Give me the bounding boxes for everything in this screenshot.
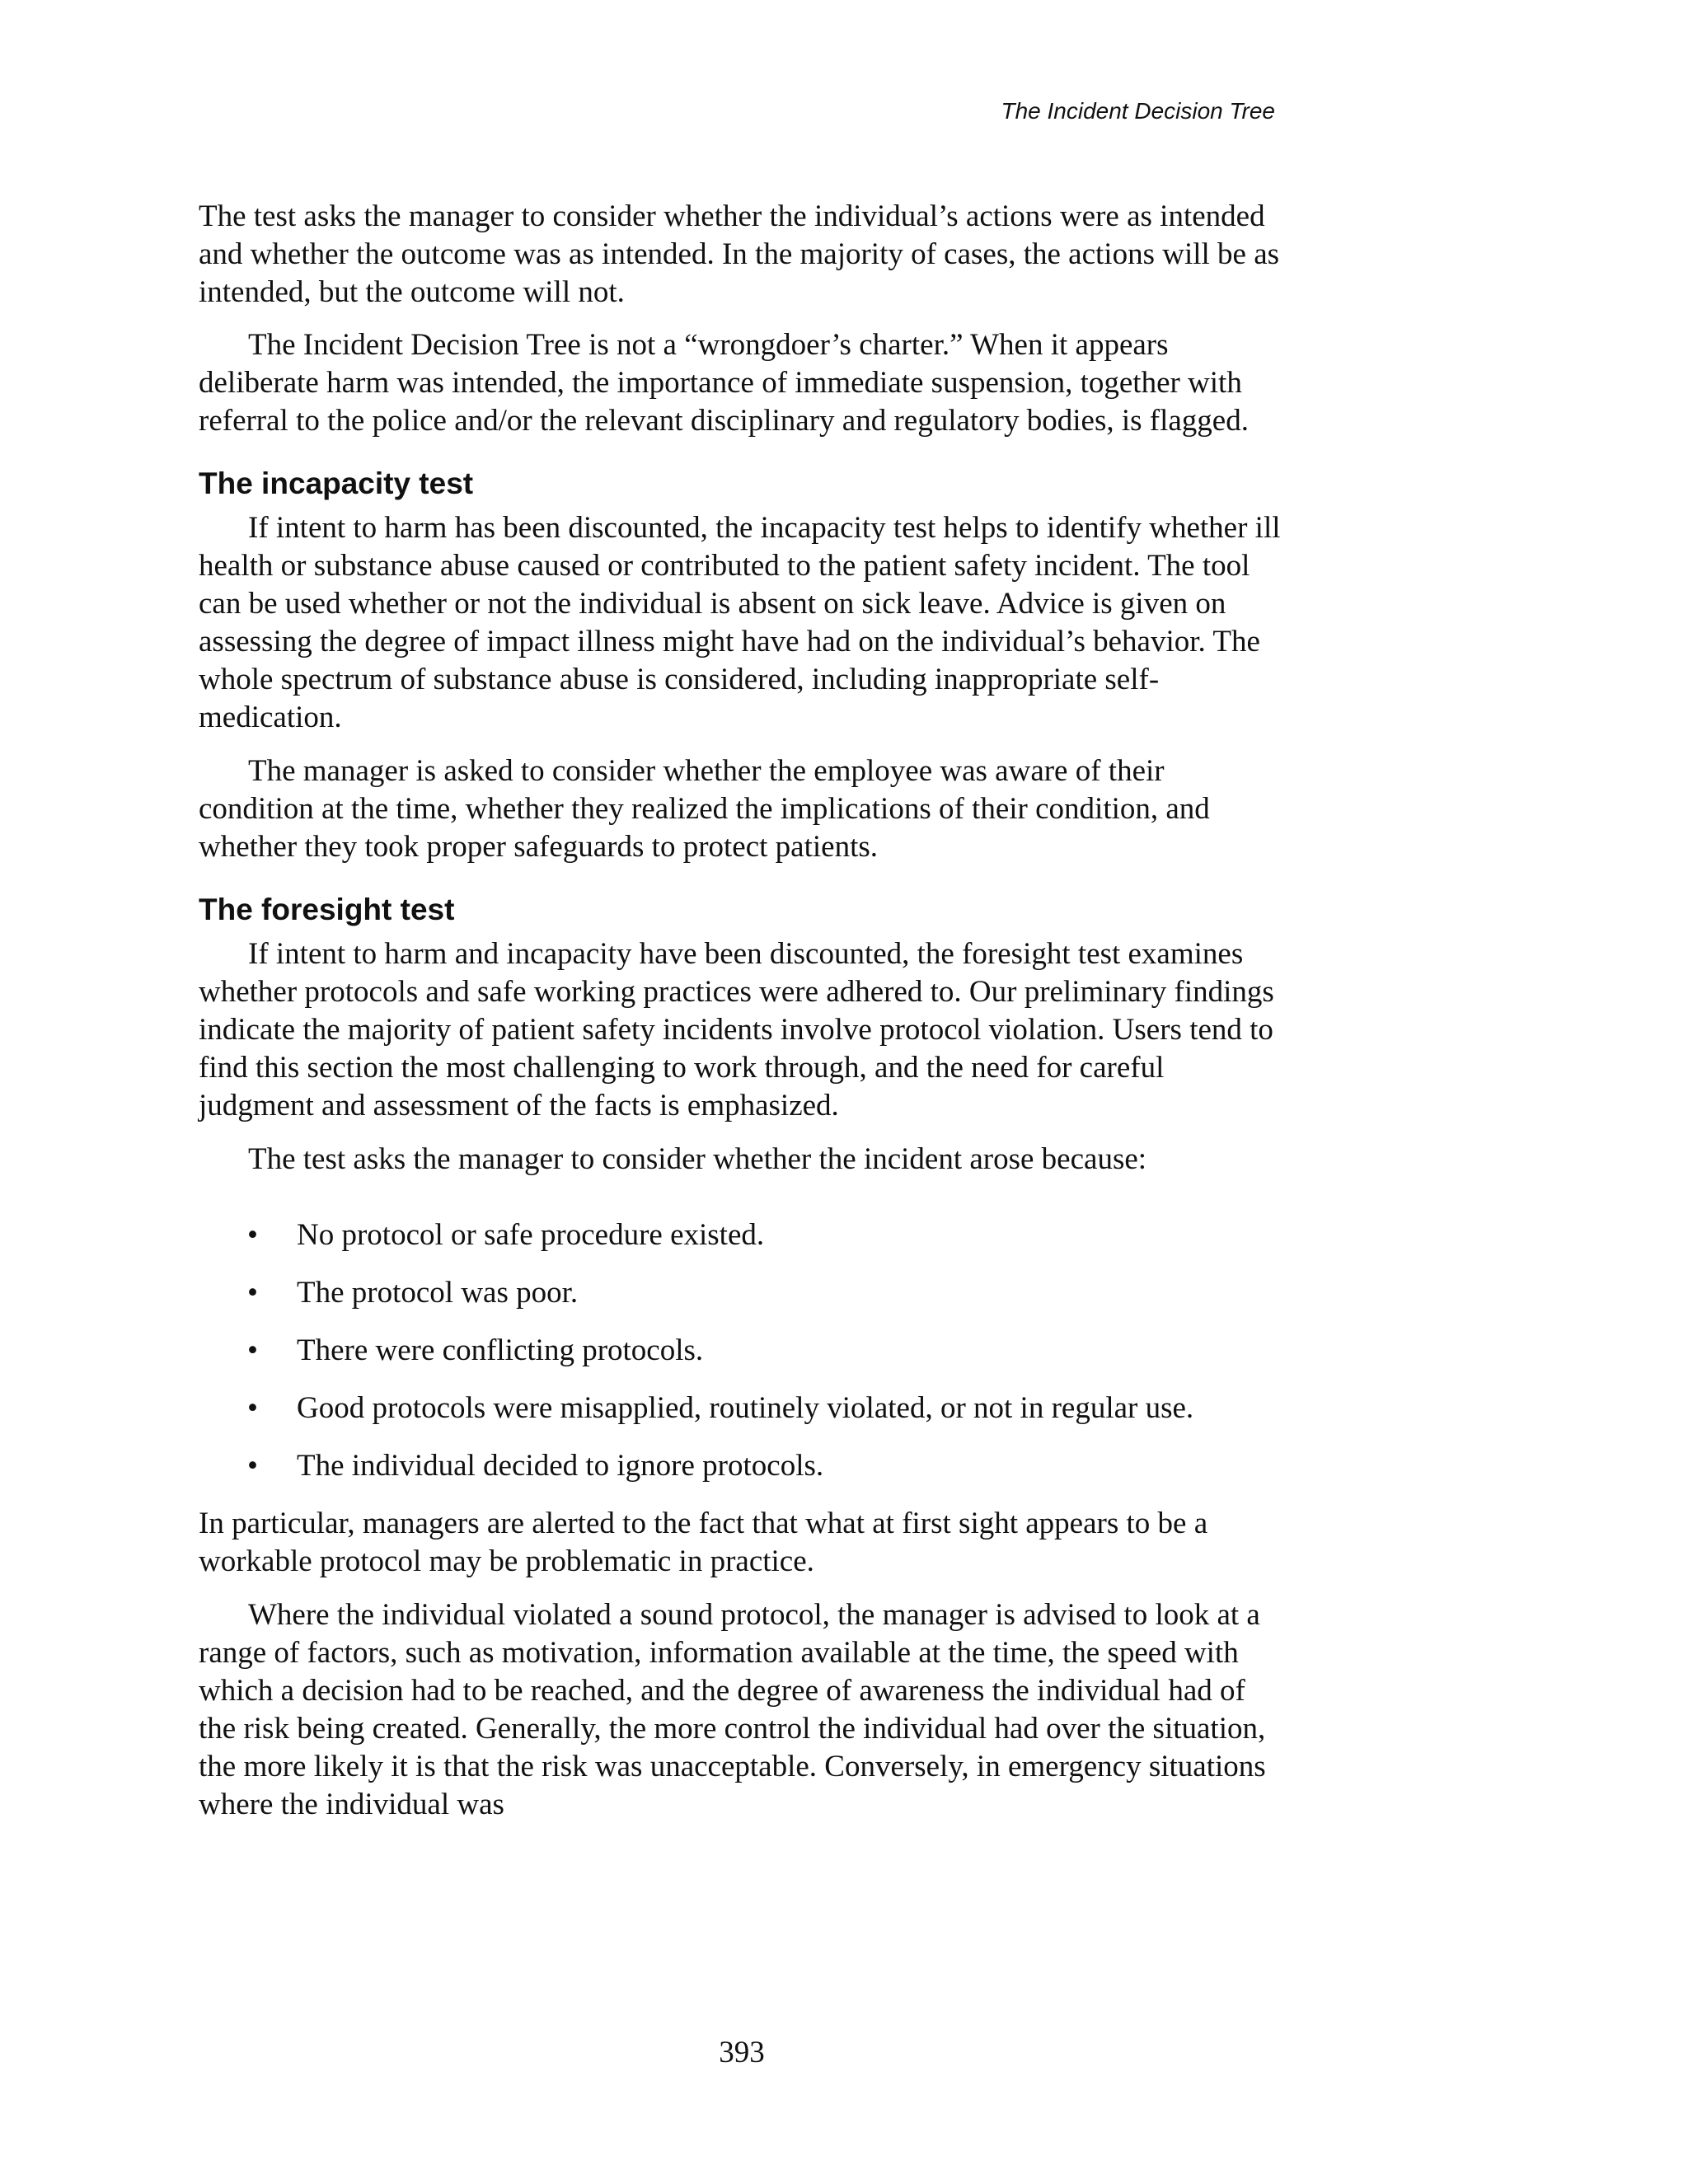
list-item: • Good protocols were misapplied, routinely violated, or not in regular use. bbox=[297, 1390, 1286, 1427]
foresight-paragraph-1: If intent to harm and incapacity have been discounted, the foresight test examines whether protocols and safe working practices were adhered to. Our preliminary findings indicate the majority of patient safety incidents involve protocol violation. Users tend to find this section the most challenging to work through, and the need for careful judgment and assessment of the facts is emphasized. bbox=[199, 937, 1274, 1122]
incapacity-heading: The incapacity test bbox=[199, 466, 474, 500]
foresight-heading: The foresight test bbox=[199, 893, 455, 926]
incapacity-paragraph-1: If intent to harm has been discounted, the incapacity test helps to identify whether ill health or substance abuse caused or contributed to the patient safety incident. The tool can be used whether or not the individual is absent on sick leave. Advice is given on assessing the degree of impact illness might have had on the individual’s behavior. The whole spectrum of substance abuse is considered, including inappropriate self-medication. bbox=[199, 511, 1281, 734]
foresight-paragraph-4: Where the individual violated a sound protocol, the manager is advised to look at a range of factors, such as motivation, information available at the time, the speed with which a decision had to be reached, and the degree of awareness the individual had of the risk being created. Generally, the more control the individual had over the situation, the more likely it is that the risk was unacceptable. Conversely, in emergency situations where the individual was bbox=[199, 1598, 1266, 1821]
page-number: 393 bbox=[719, 2036, 765, 2069]
intro-paragraph-2: The Incident Decision Tree is not a “wrongdoer’s charter.” When it appears deliberate harm was intended, the importance of immediate suspension, together with referral to the police and/or the relevant disciplinary and regulatory bodies, is flagged. bbox=[199, 328, 1249, 438]
list-item: • There were conflicting protocols. bbox=[297, 1332, 1286, 1370]
running-header: The Incident Decision Tree bbox=[1001, 98, 1275, 124]
foresight-paragraph-2: The test asks the manager to consider whether the incident arose because: bbox=[248, 1142, 1147, 1176]
foresight-paragraph-3: In particular, managers are alerted to the fact that what at first sight appears to be a workable protocol may be problematic in practice. bbox=[199, 1507, 1208, 1578]
intro-paragraph-1: The test asks the manager to consider whether the individual’s actions were as intended and whether the outcome was as intended. In the majority of cases, the actions will be as intended, but the outcome will not. bbox=[199, 199, 1280, 309]
incapacity-paragraph-2: The manager is asked to consider whether the employee was aware of their condition at the time, whether they realized the implications of their condition, and whether they took proper safeguards to protect patients. bbox=[199, 754, 1210, 864]
protocol-cause-list bbox=[199, 1216, 1286, 1485]
list-item: • The individual decided to ignore protocols. bbox=[297, 1447, 1286, 1485]
list-item: • No protocol or safe procedure existed. bbox=[297, 1216, 1286, 1254]
page-body bbox=[199, 198, 1286, 1824]
list-item: • The protocol was poor. bbox=[297, 1274, 1286, 1312]
